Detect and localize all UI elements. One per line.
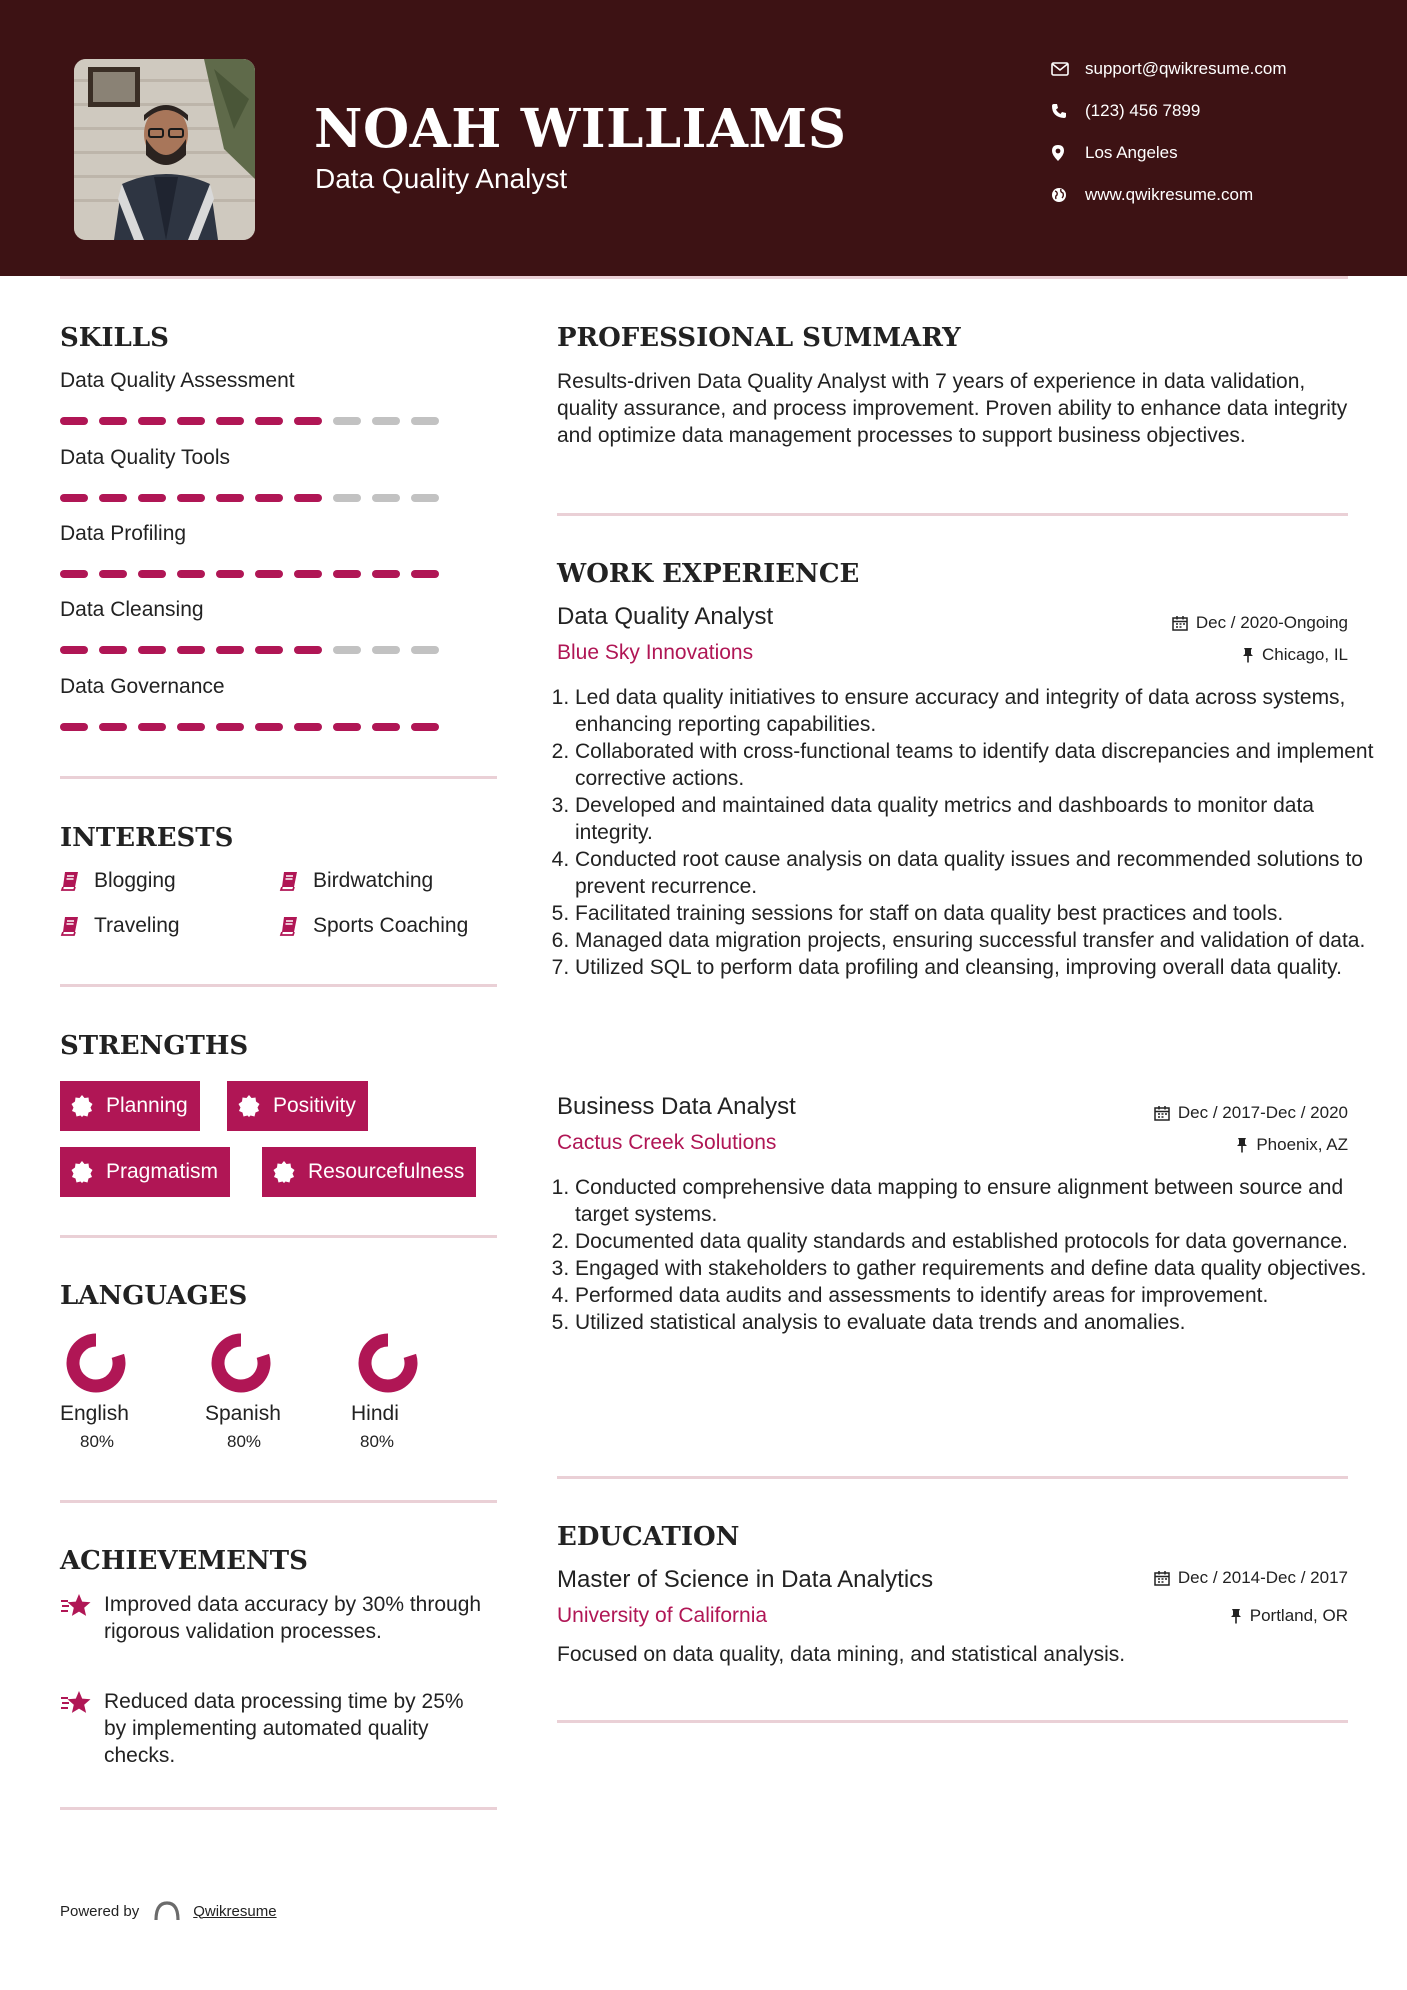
- skill-level-segment: [60, 646, 88, 654]
- badge-icon: [70, 1160, 94, 1184]
- interest-label: Birdwatching: [313, 869, 434, 892]
- skill-level-segment: [99, 570, 127, 578]
- skill-bar: [60, 417, 440, 425]
- duty-item: 5. Facilitated training sessions for staff on data quality best practices and tools.: [575, 900, 1375, 927]
- skill-level-segment: [255, 570, 283, 578]
- star-icon: [60, 1591, 104, 1645]
- languages-heading: LANGUAGES: [60, 1281, 248, 1311]
- interest-item: [60, 911, 180, 941]
- candidate-name: NOAH WILLIAMS: [314, 98, 847, 160]
- skill-bar: [60, 646, 440, 654]
- job-date-text: Dec / 2017-Dec / 2020: [1177, 1103, 1348, 1122]
- interest-item: [279, 911, 468, 941]
- interest-label: Sports Coaching: [313, 914, 469, 937]
- duty-item: 4. Conducted root cause analysis on data quality issues and recommended solutions to prevent recurrence.: [575, 846, 1375, 900]
- strength-chip: [227, 1081, 368, 1131]
- skill-name: Data Governance: [60, 675, 225, 698]
- qwikresume-logo-icon: [153, 1900, 181, 1922]
- skill-level-segment: [216, 417, 244, 425]
- skill-level-segment: [411, 570, 439, 578]
- resume-header: [0, 0, 1407, 276]
- pushpin-icon: [1230, 1608, 1242, 1624]
- skill-level-segment: [372, 494, 400, 502]
- profile-photo: [74, 59, 255, 240]
- skill-level-segment: [333, 570, 361, 578]
- education-heading: EDUCATION: [557, 1522, 740, 1552]
- contact-location-text: Los Angeles: [1085, 143, 1178, 162]
- skill-level-segment: [411, 723, 439, 731]
- skill-level-segment: [411, 646, 439, 654]
- section-divider: [60, 776, 497, 779]
- school-name: University of California: [557, 1604, 768, 1627]
- job-title: Business Data Analyst: [557, 1093, 796, 1120]
- strength-chip: [60, 1147, 230, 1197]
- skill-level-segment: [333, 417, 361, 425]
- skill-name: Data Quality Assessment: [60, 369, 295, 392]
- duty-item: 7. Utilized SQL to perform data profiling and cleansing, improving overall data quality.: [575, 954, 1375, 981]
- skill-level-segment: [333, 723, 361, 731]
- skill-level-segment: [411, 494, 439, 502]
- summary-text: Results-driven Data Quality Analyst with 7 years of experience in data validation, quality assurance, and process improvement. Proven ability to enhance data integrity and optimize data management processes to support business objectives.: [557, 370, 1348, 447]
- skill-level-segment: [372, 570, 400, 578]
- skill-level-segment: [216, 494, 244, 502]
- duty-item: 3. Engaged with stakeholders to gather requirements and define data quality objectives.: [575, 1255, 1375, 1282]
- skill-level-segment: [294, 417, 322, 425]
- experience-heading: WORK EXPERIENCE: [557, 559, 860, 589]
- strengths-heading: STRENGTHS: [60, 1031, 249, 1061]
- strength-label: Pragmatism: [106, 1160, 219, 1183]
- education-location: [1230, 1606, 1348, 1626]
- skill-level-segment: [60, 494, 88, 502]
- skill-bar: [60, 494, 440, 502]
- calendar-icon: [1154, 1570, 1170, 1586]
- pushpin-icon: [1236, 1137, 1248, 1153]
- skill-level-segment: [255, 723, 283, 731]
- candidate-title: Data Quality Analyst: [315, 163, 568, 194]
- company-name: Blue Sky Innovations: [557, 641, 754, 664]
- envelope-icon: [1051, 62, 1085, 76]
- skill-level-segment: [255, 417, 283, 425]
- job-date: [1172, 613, 1348, 633]
- section-divider: [557, 513, 1348, 516]
- skill-level-segment: [216, 646, 244, 654]
- skill-level-segment: [372, 417, 400, 425]
- skill-level-segment: [216, 723, 244, 731]
- skill-level-segment: [294, 570, 322, 578]
- section-divider: [60, 1500, 497, 1503]
- contact-email[interactable]: [1051, 54, 1391, 84]
- skill-level-segment: [138, 570, 166, 578]
- skill-level-segment: [216, 570, 244, 578]
- contact-phone[interactable]: [1051, 96, 1391, 126]
- language-percent: 80%: [360, 1432, 395, 1451]
- skill-level-segment: [333, 646, 361, 654]
- interests-heading: INTERESTS: [60, 823, 234, 853]
- achievements-heading: ACHIEVEMENTS: [60, 1546, 308, 1576]
- education-location-text: Portland, OR: [1249, 1606, 1348, 1625]
- company-name: Cactus Creek Solutions: [557, 1131, 777, 1154]
- contact-phone-text: (123) 456 7899: [1085, 101, 1201, 120]
- language-percent: 80%: [80, 1432, 115, 1451]
- interest-label: Blogging: [94, 869, 176, 892]
- job-duties-list: [557, 684, 1375, 981]
- skill-level-segment: [177, 417, 205, 425]
- powered-by-text: Powered by: [60, 1902, 140, 1920]
- section-divider: [557, 1476, 1348, 1479]
- skill-level-segment: [372, 723, 400, 731]
- skills-heading: SKILLS: [60, 323, 169, 353]
- summary-heading: PROFESSIONAL SUMMARY: [557, 323, 961, 353]
- skill-level-segment: [138, 646, 166, 654]
- education-date-text: Dec / 2014-Dec / 2017: [1177, 1568, 1348, 1587]
- contact-location: [1051, 138, 1391, 168]
- skill-level-segment: [177, 723, 205, 731]
- language-percent: 80%: [227, 1432, 262, 1451]
- skill-level-segment: [99, 723, 127, 731]
- job-location-text: Chicago, IL: [1262, 645, 1348, 664]
- duty-item: 6. Managed data migration projects, ensuring successful transfer and validation of data.: [575, 927, 1375, 954]
- skill-level-segment: [99, 646, 127, 654]
- skill-level-segment: [372, 646, 400, 654]
- duty-item: 5. Utilized statistical analysis to evaluate data trends and anomalies.: [575, 1309, 1375, 1336]
- skill-level-segment: [99, 417, 127, 425]
- contact-email-text: support@qwikresume.com: [1085, 59, 1287, 78]
- contact-website[interactable]: [1051, 180, 1391, 210]
- duty-item: 2. Collaborated with cross-functional teams to identify data discrepancies and implement corrective actions.: [575, 738, 1375, 792]
- book-icon: [60, 871, 80, 891]
- book-icon: [279, 871, 299, 891]
- skill-level-segment: [255, 646, 283, 654]
- skill-level-segment: [255, 494, 283, 502]
- skill-level-segment: [294, 723, 322, 731]
- book-icon: [60, 916, 80, 936]
- skill-level-segment: [60, 417, 88, 425]
- section-divider: [60, 1807, 497, 1810]
- qwikresume-link[interactable]: Qwikresume: [193, 1902, 277, 1920]
- language-name: Hindi: [351, 1402, 399, 1425]
- duty-item: 1. Led data quality initiatives to ensure accuracy and integrity of data across systems, enhancing reporting capabilities.: [575, 684, 1375, 738]
- duty-item: 3. Developed and maintained data quality metrics and dashboards to monitor data integrity.: [575, 792, 1375, 846]
- strength-chip: [262, 1147, 476, 1197]
- job-duties-list: [557, 1174, 1375, 1336]
- badge-icon: [237, 1094, 261, 1118]
- skill-level-segment: [294, 646, 322, 654]
- skill-level-segment: [177, 646, 205, 654]
- skill-level-segment: [99, 494, 127, 502]
- globe-icon: [1051, 187, 1085, 203]
- job-title: Data Quality Analyst: [557, 603, 774, 630]
- duty-item: 2. Documented data quality standards and established protocols for data governance.: [575, 1228, 1375, 1255]
- skill-name: Data Cleansing: [60, 598, 204, 621]
- pushpin-icon: [1242, 647, 1254, 663]
- skill-level-segment: [138, 723, 166, 731]
- skill-level-segment: [177, 570, 205, 578]
- skill-level-segment: [177, 494, 205, 502]
- strength-label: Positivity: [273, 1094, 356, 1117]
- education-description: Focused on data quality, data mining, and statistical analysis.: [557, 1643, 1126, 1666]
- section-divider: [60, 984, 497, 987]
- degree-title: Master of Science in Data Analytics: [557, 1566, 934, 1593]
- job-date: [1154, 1103, 1348, 1123]
- duty-item: 1. Conducted comprehensive data mapping to ensure alignment between source and target systems.: [575, 1174, 1375, 1228]
- skill-level-segment: [411, 417, 439, 425]
- star-icon: [60, 1688, 104, 1769]
- job-location: [1242, 645, 1348, 665]
- job-location: [1236, 1135, 1348, 1155]
- interest-item: [60, 866, 176, 896]
- skill-name: Data Profiling: [60, 522, 187, 545]
- skill-level-segment: [60, 723, 88, 731]
- achievement-item: [60, 1688, 490, 1769]
- footer: [60, 1900, 277, 1922]
- strength-label: Resourcefulness: [308, 1160, 465, 1183]
- section-divider: [60, 1235, 497, 1238]
- calendar-icon: [1154, 1105, 1170, 1121]
- skill-bar: [60, 570, 440, 578]
- location-pin-icon: [1051, 144, 1085, 162]
- book-icon: [279, 916, 299, 936]
- skill-name: Data Quality Tools: [60, 446, 231, 469]
- language-ring: [66, 1333, 126, 1393]
- badge-icon: [272, 1160, 296, 1184]
- skill-level-segment: [333, 494, 361, 502]
- section-divider: [557, 1720, 1348, 1723]
- skill-level-segment: [138, 417, 166, 425]
- interest-item: [279, 866, 433, 896]
- interest-label: Traveling: [94, 914, 180, 937]
- skill-bar: [60, 723, 440, 731]
- education-date: [1154, 1568, 1348, 1588]
- skill-level-segment: [60, 570, 88, 578]
- language-ring: [358, 1333, 418, 1393]
- achievement-text: Reduced data processing time by 25% by implementing automated quality checks.: [104, 1690, 464, 1767]
- header-divider: [60, 276, 1348, 279]
- job-location-text: Phoenix, AZ: [1256, 1135, 1348, 1154]
- contact-website-text: www.qwikresume.com: [1085, 185, 1254, 204]
- calendar-icon: [1172, 615, 1188, 631]
- job-date-text: Dec / 2020-Ongoing: [1195, 613, 1348, 632]
- language-name: English: [60, 1402, 129, 1425]
- skill-level-segment: [138, 494, 166, 502]
- language-ring: [211, 1333, 271, 1393]
- strength-label: Planning: [106, 1094, 188, 1117]
- strength-chip: [60, 1081, 200, 1131]
- skill-level-segment: [294, 494, 322, 502]
- phone-icon: [1051, 103, 1085, 119]
- achievement-text: Improved data accuracy by 30% through rigorous validation processes.: [104, 1593, 482, 1643]
- language-name: Spanish: [205, 1402, 281, 1425]
- badge-icon: [70, 1094, 94, 1118]
- duty-item: 4. Performed data audits and assessments to identify areas for improvement.: [575, 1282, 1375, 1309]
- achievement-item: [60, 1591, 490, 1645]
